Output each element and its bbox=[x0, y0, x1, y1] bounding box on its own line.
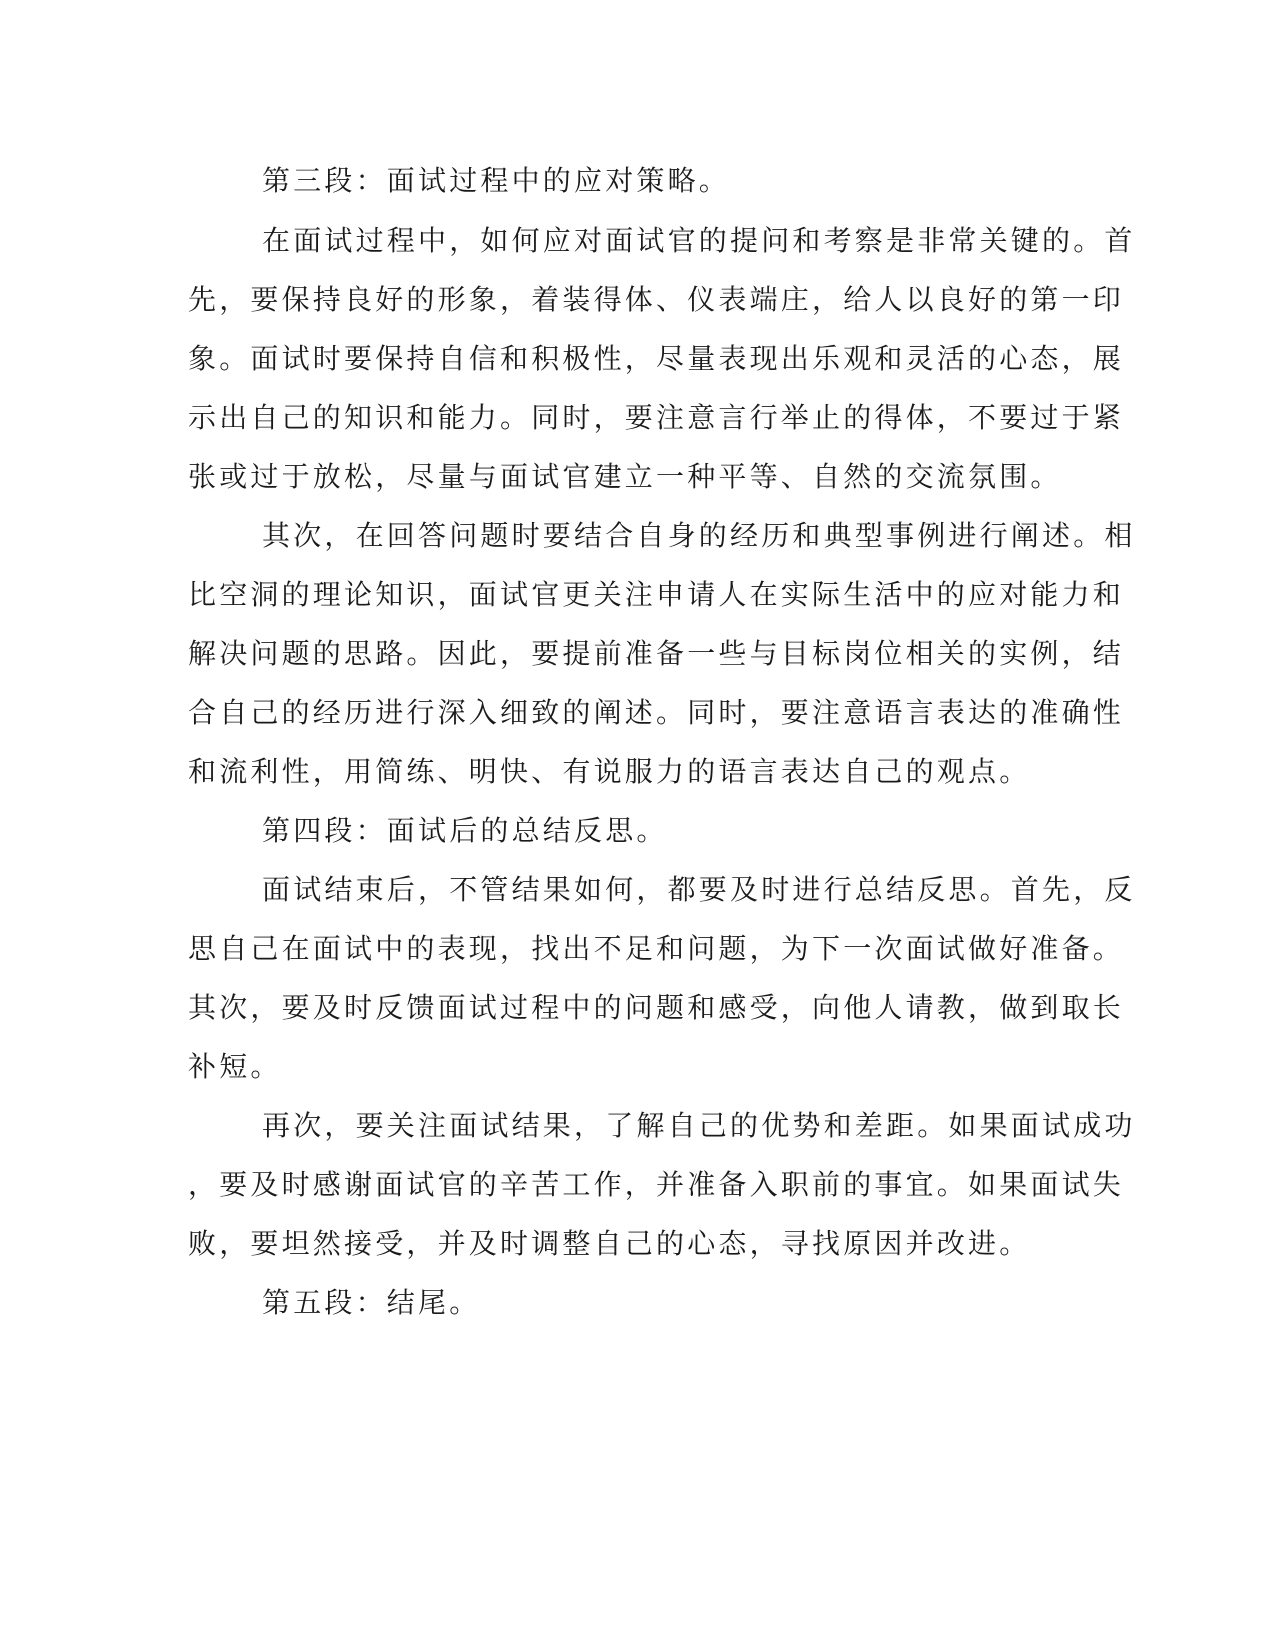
paragraph-line: 示出自己的知识和能力。同时，要注意言行举止的得体，不要过于紧 bbox=[188, 401, 1125, 434]
paragraph-line: 合自己的经历进行深入细致的阐述。同时，要注意语言表达的准确性 bbox=[188, 696, 1125, 729]
paragraph-line: ，要及时感谢面试官的辛苦工作，并准备入职前的事宜。如果面试失 bbox=[188, 1168, 1125, 1201]
paragraph-line: 先，要保持良好的形象，着装得体、仪表端庄，给人以良好的第一印 bbox=[188, 283, 1125, 316]
paragraph-line: 败，要坦然接受，并及时调整自己的心态，寻找原因并改进。 bbox=[188, 1227, 1031, 1260]
paragraph-line: 在面试过程中，如何应对面试官的提问和考察是非常关键的。首 bbox=[262, 224, 1136, 257]
paragraph-line: 和流利性，用简练、明快、有说服力的语言表达自己的观点。 bbox=[188, 755, 1031, 788]
paragraph-line: 思自己在面试中的表现，找出不足和问题，为下一次面试做好准备。 bbox=[188, 932, 1125, 965]
paragraph-line: 面试结束后，不管结果如何，都要及时进行总结反思。首先，反 bbox=[262, 873, 1136, 906]
section-heading: 第四段：面试后的总结反思。 bbox=[262, 814, 668, 847]
section-heading: 第三段：面试过程中的应对策略。 bbox=[262, 164, 731, 197]
paragraph-line: 象。面试时要保持自信和积极性，尽量表现出乐观和灵活的心态，展 bbox=[188, 342, 1125, 375]
paragraph-line: 张或过于放松，尽量与面试官建立一种平等、自然的交流氛围。 bbox=[188, 460, 1062, 493]
paragraph-line: 补短。 bbox=[188, 1050, 282, 1083]
section-heading: 第五段：结尾。 bbox=[262, 1286, 481, 1319]
paragraph-line: 比空洞的理论知识，面试官更关注申请人在实际生活中的应对能力和 bbox=[188, 578, 1125, 611]
paragraph-line: 其次，在回答问题时要结合自身的经历和典型事例进行阐述。相 bbox=[262, 519, 1136, 552]
paragraph-line: 其次，要及时反馈面试过程中的问题和感受，向他人请教，做到取长 bbox=[188, 991, 1125, 1024]
paragraph-line: 再次，要关注面试结果，了解自己的优势和差距。如果面试成功 bbox=[262, 1109, 1136, 1142]
paragraph-line: 解决问题的思路。因此，要提前准备一些与目标岗位相关的实例，结 bbox=[188, 637, 1125, 670]
